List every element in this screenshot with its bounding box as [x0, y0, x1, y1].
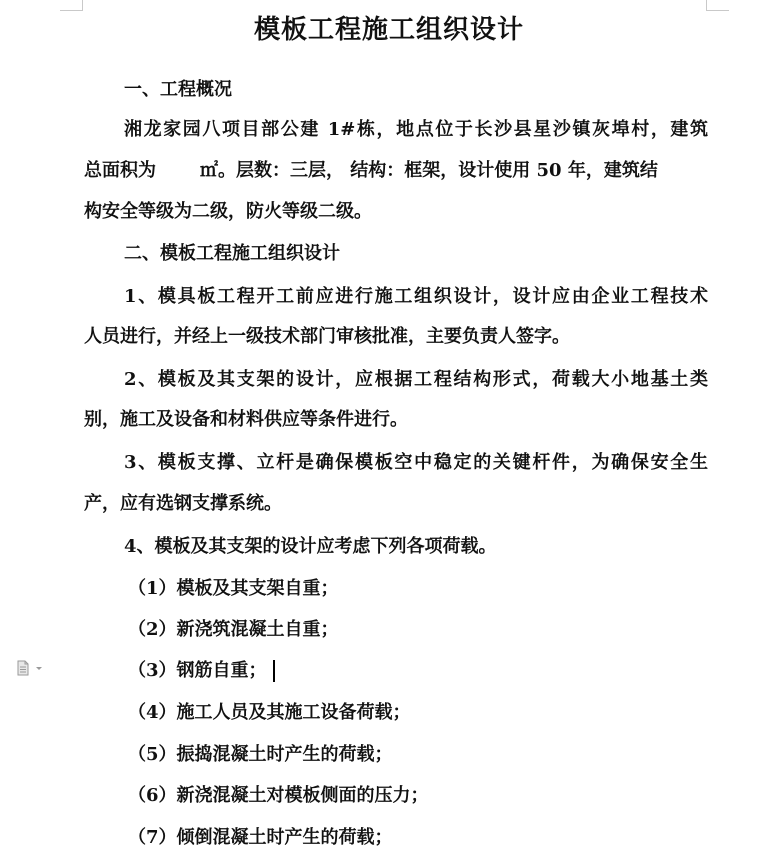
total-area-label: 总面积为: [84, 160, 156, 181]
load-item-3-text: （3）钢筋自重；: [128, 660, 267, 681]
section1-line-3: 构安全等级为二级，防火等级二级。: [84, 201, 372, 222]
document-icon[interactable]: [16, 660, 46, 676]
section1-heading: 一、工程概况: [124, 79, 232, 100]
load-item-1: （1）模板及其支架自重；: [128, 578, 339, 599]
load-item-5: （5）振捣混凝土时产生的荷载；: [128, 744, 393, 765]
text-cursor: [273, 660, 275, 682]
item4-heading: 4、模板及其支架的设计应考虑下列各项荷载。: [124, 536, 497, 557]
section1-line-1: 湘龙家园八项目部公建 1#栋，地点位于长沙县星沙镇灰埠村，建筑: [124, 119, 708, 140]
section1-line-2-rest: ㎡。层数：三层， 结构：框架，设计使用 50 年，建筑结: [200, 160, 658, 181]
page-corner-mark-left: [60, 0, 83, 11]
section1-line-2: [84, 159, 658, 183]
load-item-6: （6）新浇混凝土对模板侧面的压力；: [128, 785, 429, 806]
section2-heading: 二、模板工程施工组织设计: [124, 243, 340, 264]
load-item-4: （4）施工人员及其施工设备荷载；: [128, 702, 411, 723]
item3-line-1: 3、模板支撑、立杆是确保模板空中稳定的关键杆件，为确保安全生: [124, 452, 708, 473]
page-corner-mark-right: [706, 0, 729, 11]
item1-line-1: 1、模具板工程开工前应进行施工组织设计，设计应由企业工程技术: [124, 286, 708, 307]
document-title: 模板工程施工组织设计: [253, 15, 524, 45]
item3-line-2: 产，应有选钢支撑系统。: [84, 493, 282, 514]
item2-line-1: 2、模板及其支架的设计，应根据工程结构形式，荷载大小地基土类: [124, 369, 708, 390]
item2-line-2: 别，施工及设备和材料供应等条件进行。: [84, 409, 408, 430]
load-item-2: （2）新浇筑混凝土自重；: [128, 619, 339, 640]
load-item-7: （7）倾倒混凝土时产生的荷载；: [128, 827, 393, 848]
load-item-3: [128, 659, 275, 683]
item1-line-2: 人员进行，并经上一级技术部门审核批准，主要负责人签字。: [84, 326, 570, 347]
